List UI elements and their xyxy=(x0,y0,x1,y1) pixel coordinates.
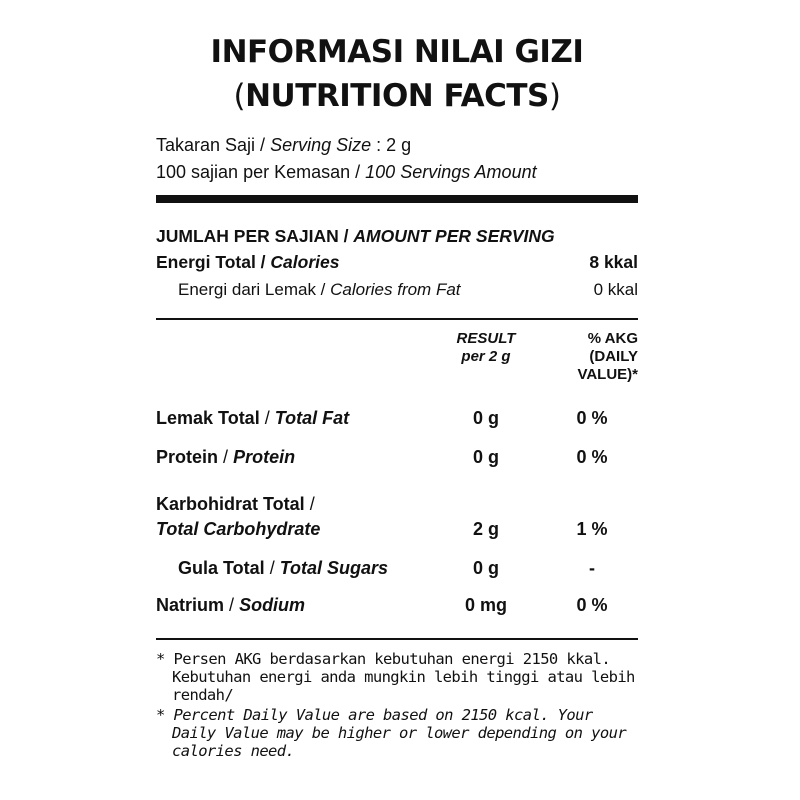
label-title xyxy=(156,30,638,118)
nutrient-id: Lemak Total xyxy=(156,408,260,428)
result-header-line1: RESULT xyxy=(456,330,516,347)
nutrient-en: Sodium xyxy=(239,595,306,615)
nutrient-dv: - xyxy=(589,558,595,578)
footnote xyxy=(156,650,638,760)
result-column-header xyxy=(426,330,546,384)
thick-divider xyxy=(156,195,638,203)
column-headers xyxy=(156,330,638,384)
title-close-paren: ) xyxy=(548,78,561,114)
akg-header-line1: % AKG (DAILY xyxy=(587,330,638,365)
calories-from-fat-row xyxy=(156,276,638,304)
nutrition-label xyxy=(156,30,638,760)
nutrient-amount: 0 mg xyxy=(464,595,507,615)
nutrient-row-fat: Lemak Total / Total Fat 0 g 0 % xyxy=(156,408,638,429)
footnote-indonesian: * Persen AKG berdasarkan kebutuhan energi 2150 kkal. Kebutuhan energi anda mungkin lebih tinggi atau lebih rendah/ xyxy=(156,650,635,704)
nutrient-amount: 0 g xyxy=(472,408,499,428)
nutrient-dv: 0 % xyxy=(576,447,608,467)
nutrient-amount: 0 g xyxy=(472,558,499,578)
nutrient-row-protein: Protein / Protein 0 g 0 % xyxy=(156,447,638,468)
nutrient-row-sugars: Gula Total / Total Sugars 0 g - xyxy=(156,558,638,579)
serving-size-id: Takaran Saji / xyxy=(156,135,266,155)
aps-id: JUMLAH PER SAJIAN / xyxy=(156,226,349,246)
serving-size-value: : 2 g xyxy=(376,135,412,155)
nutrient-en: Total Sugars xyxy=(279,558,389,578)
servings-per-pack xyxy=(156,159,638,186)
akg-header-line2: VALUE)* xyxy=(577,366,638,383)
title-indonesian: INFORMASI NILAI GIZI xyxy=(210,34,584,70)
nutrient-dv: 1 % xyxy=(576,519,608,539)
serving-info xyxy=(156,132,638,186)
nutrient-id: Natrium xyxy=(156,595,225,615)
title-english: NUTRITION FACTS xyxy=(245,78,549,114)
calories-label-en: Calories xyxy=(270,252,340,272)
nutrient-row-sodium: Natrium / Sodium 0 mg 0 % xyxy=(156,595,638,616)
nutrient-amount: 2 g xyxy=(472,519,499,539)
serving-size xyxy=(156,132,638,159)
servings-amount-en: 100 Servings Amount xyxy=(365,162,537,182)
nutrient-row-carbohydrate: Karbohidrat Total / Total Carbohydrate 2 g 1 % xyxy=(156,492,638,542)
result-header-line2: per 2 g xyxy=(461,348,511,365)
calories-fat-label-id: Energi dari Lemak / xyxy=(178,280,326,299)
footnote-divider xyxy=(156,638,638,640)
servings-amount-id: 100 sajian per Kemasan / xyxy=(156,162,361,182)
nutrient-dv: 0 % xyxy=(576,595,608,615)
calories-row xyxy=(156,248,638,276)
title-open-paren: ( xyxy=(233,78,246,114)
amount-per-serving-heading xyxy=(156,224,638,248)
calories-fat-value: 0 kkal xyxy=(593,280,638,299)
footnote-english: * Percent Daily Value are based on 2150 kcal. Your Daily Value may be higher or lower depending on your calories need. xyxy=(156,706,627,760)
aps-en: AMOUNT PER SERVING xyxy=(353,226,555,246)
akg-column-header xyxy=(546,330,638,384)
thin-divider xyxy=(156,318,638,320)
nutrient-id: Protein xyxy=(156,447,219,467)
nutrient-en: Total Fat xyxy=(274,408,350,428)
nutrient-dv: 0 % xyxy=(576,408,608,428)
calories-value: 8 kkal xyxy=(589,252,638,272)
nutrient-id: Gula Total xyxy=(178,558,265,578)
nutrient-amount: 0 g xyxy=(472,447,499,467)
calories-fat-label-en: Calories from Fat xyxy=(330,280,461,299)
calories-label-id: Energi Total / xyxy=(156,252,266,272)
nutrient-en: Protein xyxy=(233,447,296,467)
nutrient-id: Karbohidrat Total xyxy=(156,494,305,514)
nutrient-en: Total Carbohydrate xyxy=(156,519,321,539)
serving-size-en: Serving Size xyxy=(270,135,372,155)
